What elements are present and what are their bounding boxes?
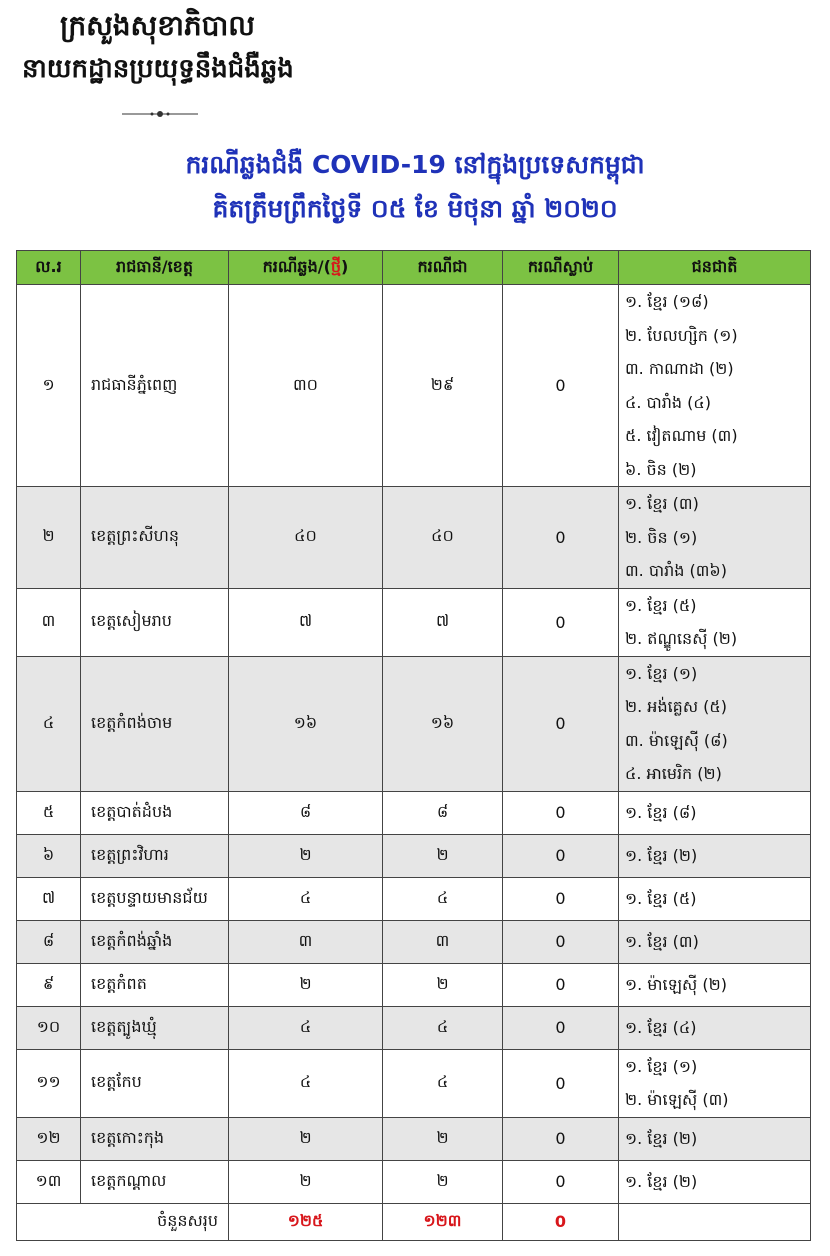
row-number: ១៣: [17, 1160, 81, 1203]
row-number: ១១: [17, 1049, 81, 1117]
deaths-count: 0: [503, 1117, 619, 1160]
nationality-item: ៣. ម៉ាឡេស៊ី (៨): [625, 730, 728, 750]
nationality-cell: [619, 877, 811, 920]
row-number: ៨: [17, 920, 81, 963]
cases-count: ៨: [229, 791, 383, 834]
province-name: ខេត្តព្រះវិហារ: [81, 834, 229, 877]
table-row: [17, 877, 811, 920]
table-row: [17, 791, 811, 834]
nationality-item: ១. ខ្មែរ (៨): [625, 802, 697, 822]
deaths-count: 0: [503, 963, 619, 1006]
recovered-count: ៧: [383, 588, 503, 656]
nationality-item: ១. ខ្មែរ (១): [625, 1056, 698, 1076]
nationality-item: ១. ខ្មែរ (៤): [625, 1017, 697, 1037]
row-number: ៩: [17, 963, 81, 1006]
table-row: [17, 656, 811, 791]
nationality-item: ១. ម៉ាឡេស៊ី (២): [625, 974, 727, 994]
province-name: ខេត្តកំពត: [81, 963, 229, 1006]
header-cases-new: ថ្មី: [330, 256, 342, 276]
cases-count: ៤: [229, 877, 383, 920]
cases-count: ២: [229, 834, 383, 877]
total-nationality-cell: [619, 1203, 811, 1240]
cases-count: ៤: [229, 1049, 383, 1117]
recovered-count: ៤: [383, 877, 503, 920]
nationality-item: ១. ខ្មែរ (២): [625, 1128, 698, 1148]
cases-count: ២: [229, 1160, 383, 1203]
recovered-count: ២: [383, 1160, 503, 1203]
recovered-count: ៣: [383, 920, 503, 963]
row-number: ៣: [17, 588, 81, 656]
divider-ornament: [122, 108, 198, 120]
nationality-item: ១. ខ្មែរ (២): [625, 1171, 698, 1191]
deaths-count: 0: [503, 285, 619, 487]
cases-count: ៣: [229, 920, 383, 963]
header-no: ល.រ: [17, 251, 81, 285]
row-number: ៧: [17, 877, 81, 920]
nationality-cell: [619, 1160, 811, 1203]
row-number: ១០: [17, 1006, 81, 1049]
nationality-item: ១. ខ្មែរ (៣): [625, 931, 699, 951]
province-name: ខេត្តត្បូងឃ្មុំ: [81, 1006, 229, 1049]
cases-count: ២: [229, 1117, 383, 1160]
table-row: [17, 920, 811, 963]
nationality-item: ៤. អាមេរិក (២): [625, 764, 722, 783]
nationality-cell: [619, 791, 811, 834]
cases-count: ១៦: [229, 656, 383, 791]
nationality-item: ២. ចិន (១): [625, 527, 698, 547]
nationality-item: ៣. បារាំង (៣៦): [625, 561, 727, 580]
ministry-name: ក្រសួងសុខាភិបាល: [60, 9, 255, 42]
total-label: ចំនួនសរុប: [17, 1203, 229, 1240]
nationality-cell: [619, 1049, 811, 1117]
report-date: គិតត្រឹមព្រឹកថ្ងៃទី ០៥ ខែ មិថុនា ឆ្នាំ ២០២០: [212, 194, 618, 223]
nationality-cell: [619, 963, 811, 1006]
header-cases: [229, 251, 383, 285]
nationality-cell: [619, 285, 811, 487]
deaths-count: 0: [503, 588, 619, 656]
province-name: ខេត្តបាត់ដំបង: [81, 791, 229, 834]
recovered-count: ១៦: [383, 656, 503, 791]
table-row: [17, 588, 811, 656]
table-row: [17, 1117, 811, 1160]
nationality-item: ២. ម៉ាឡេស៊ី (៣): [625, 1090, 729, 1109]
recovered-count: ៤: [383, 1049, 503, 1117]
deaths-count: 0: [503, 877, 619, 920]
row-number: ៤: [17, 656, 81, 791]
total-deaths: 0: [503, 1203, 619, 1240]
nationality-item: ២. ឥណ្ឌូនេស៊ី (២): [625, 629, 738, 648]
province-name: ខេត្តកំពង់ចាម: [81, 656, 229, 791]
nationality-item: ២. បែលហ្សិក (១): [625, 325, 738, 345]
nationality-item: ១. ខ្មែរ (២): [625, 845, 698, 865]
recovered-count: ៤: [383, 1006, 503, 1049]
header-cases-suffix: ): [341, 256, 349, 276]
total-cases: ១២៥: [229, 1203, 383, 1240]
nationality-item: ១. ខ្មែរ (១): [625, 663, 698, 683]
nationality-cell: [619, 1117, 811, 1160]
nationality-item: ១. ខ្មែរ (៥): [625, 595, 697, 615]
nationality-item: ២. អង់គ្លេស (៥): [625, 697, 727, 716]
cases-count: ២: [229, 963, 383, 1006]
recovered-count: ២: [383, 1117, 503, 1160]
nationality-item: ៤. បារាំង (៤): [625, 392, 711, 412]
province-name: រាជធានីភ្នំពេញ: [81, 285, 229, 487]
header-recovered: ករណីជា: [383, 251, 503, 285]
row-number: ១: [17, 285, 81, 487]
row-number: ៥: [17, 791, 81, 834]
nationality-item: ៥. វៀតណាម (៣): [625, 426, 738, 445]
recovered-count: ៤០: [383, 487, 503, 589]
table-row: [17, 1049, 811, 1117]
nationality-cell: [619, 920, 811, 963]
header-deaths: ករណីស្លាប់: [503, 251, 619, 285]
total-recovered: ១២៣: [383, 1203, 503, 1240]
total-row: [17, 1203, 811, 1240]
recovered-count: ២៩: [383, 285, 503, 487]
cases-count: ៤០: [229, 487, 383, 589]
report-title: ករណីឆ្លងជំងឺ COVID-19 នៅក្នុងប្រទេសកម្ពុជា: [185, 150, 645, 179]
province-name: ខេត្តកែប: [81, 1049, 229, 1117]
deaths-count: 0: [503, 487, 619, 589]
nationality-cell: [619, 487, 811, 589]
recovered-count: ៨: [383, 791, 503, 834]
covid-cases-table: [16, 250, 811, 1241]
province-name: ខេត្តព្រះសីហនុ: [81, 487, 229, 589]
deaths-count: 0: [503, 1049, 619, 1117]
nationality-cell: [619, 656, 811, 791]
province-name: ខេត្តសៀមរាប: [81, 588, 229, 656]
header-province: រាជធានី/ខេត្ត: [81, 251, 229, 285]
nationality-cell: [619, 834, 811, 877]
nationality-item: ៣. កាណាដា (២): [625, 359, 734, 378]
recovered-count: ២: [383, 834, 503, 877]
table-row: [17, 963, 811, 1006]
cases-count: ៣០: [229, 285, 383, 487]
header-nationality: ជនជាតិ: [619, 251, 811, 285]
nationality-cell: [619, 588, 811, 656]
table-header-row: [17, 251, 811, 285]
row-number: ៦: [17, 834, 81, 877]
deaths-count: 0: [503, 656, 619, 791]
table-row: [17, 834, 811, 877]
deaths-count: 0: [503, 834, 619, 877]
province-name: ខេត្តកំពង់ឆ្នាំង: [81, 920, 229, 963]
deaths-count: 0: [503, 791, 619, 834]
header-cases-prefix: ករណីឆ្លង/(: [262, 256, 331, 276]
row-number: ១២: [17, 1117, 81, 1160]
table-body: [17, 285, 811, 1204]
province-name: ខេត្តកណ្ដាល: [81, 1160, 229, 1203]
deaths-count: 0: [503, 920, 619, 963]
table-row: [17, 1006, 811, 1049]
nationality-item: ១. ខ្មែរ (៥): [625, 888, 697, 908]
recovered-count: ២: [383, 963, 503, 1006]
table-row: [17, 1160, 811, 1203]
cases-count: ៤: [229, 1006, 383, 1049]
table-row: [17, 285, 811, 487]
deaths-count: 0: [503, 1006, 619, 1049]
nationality-item: ៦. ចិន (២): [625, 459, 697, 479]
deaths-count: 0: [503, 1160, 619, 1203]
province-name: ខេត្តបន្ទាយមានជ័យ: [81, 877, 229, 920]
cases-count: ៧: [229, 588, 383, 656]
nationality-item: ១. ខ្មែរ (១៨): [625, 292, 709, 311]
nationality-cell: [619, 1006, 811, 1049]
nationality-item: ១. ខ្មែរ (៣): [625, 494, 699, 513]
table-row: [17, 487, 811, 589]
province-name: ខេត្តកោះកុង: [81, 1117, 229, 1160]
department-name: នាយកដ្ឋានប្រយុទ្ធនឹងជំងឺឆ្លង: [22, 54, 294, 84]
row-number: ២: [17, 487, 81, 589]
